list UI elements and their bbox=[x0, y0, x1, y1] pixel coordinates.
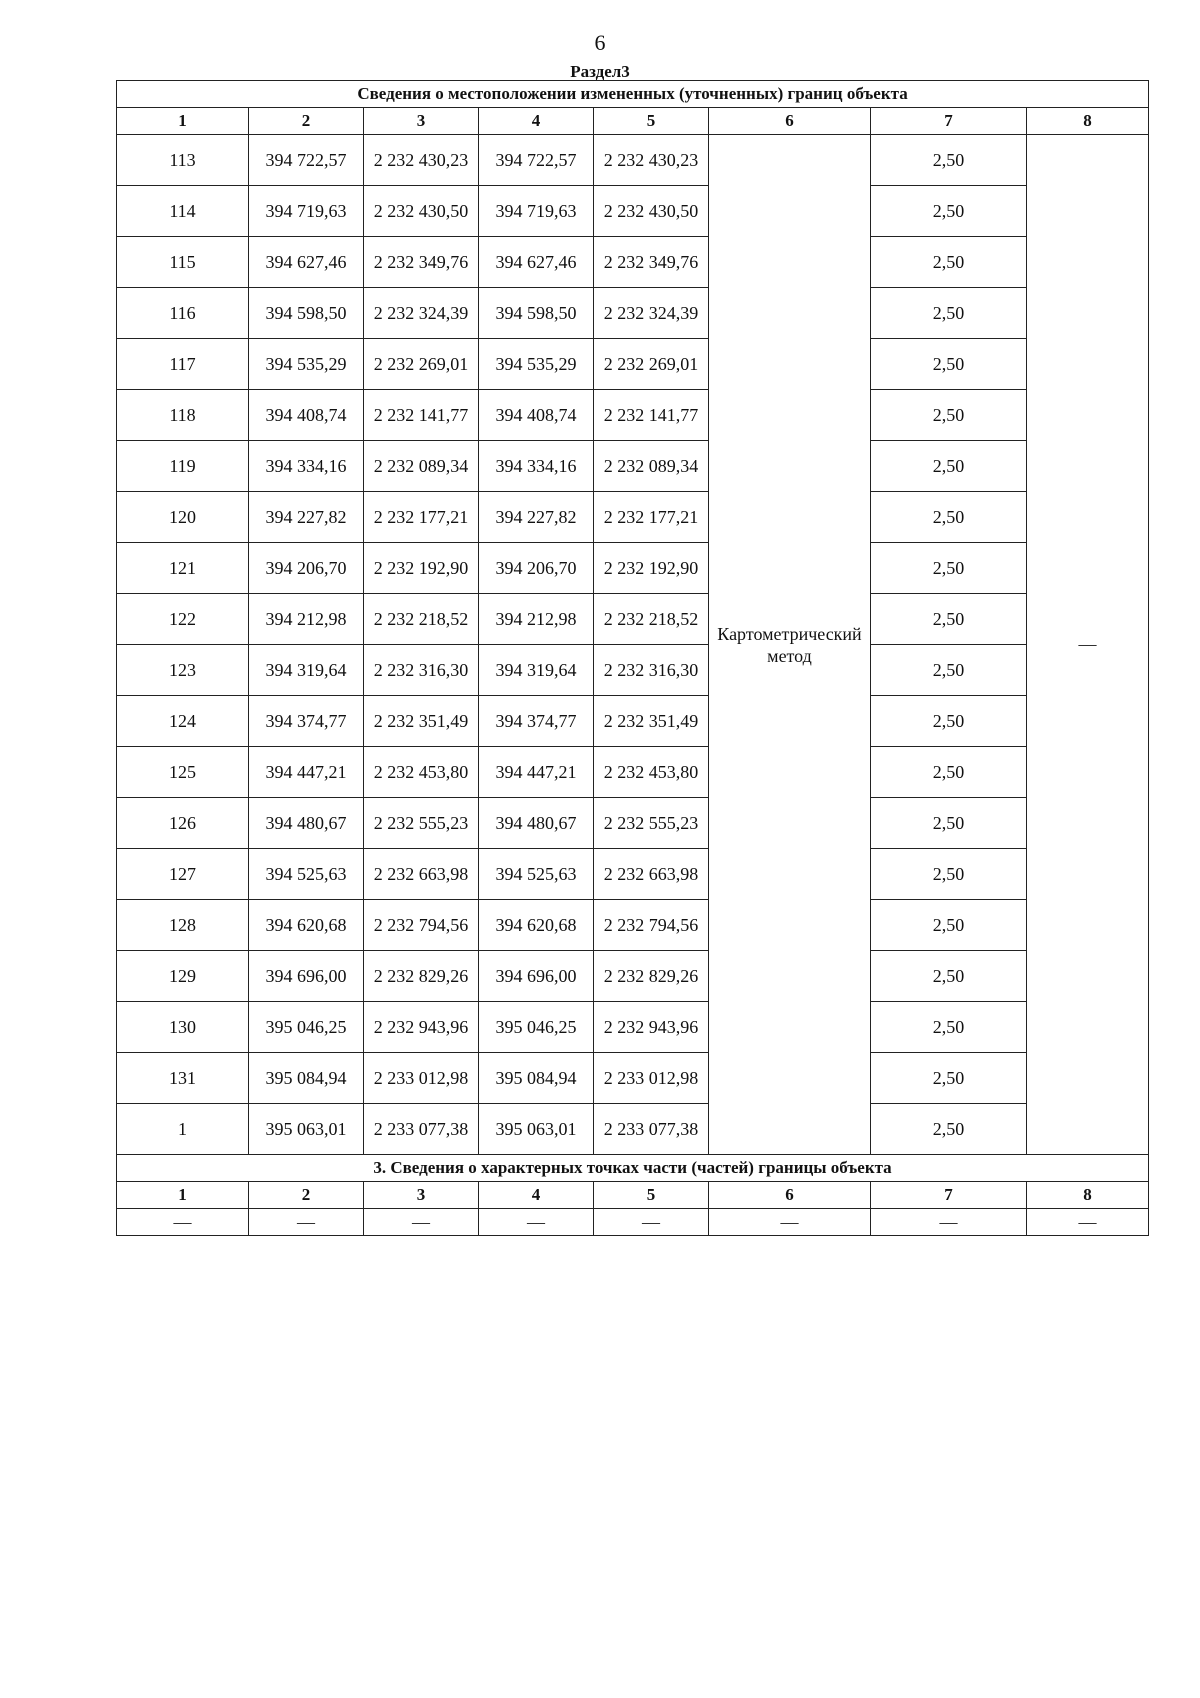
table-cell-col1: 116 bbox=[117, 288, 249, 339]
table-cell-col4: 394 319,64 bbox=[479, 645, 594, 696]
column-header-7: 7 bbox=[871, 1182, 1027, 1209]
table-cell-col2: 395 063,01 bbox=[249, 1104, 364, 1155]
table-cell-col5: 2 232 269,01 bbox=[594, 339, 709, 390]
table-cell-col3: 2 232 663,98 bbox=[364, 849, 479, 900]
table-cell-col2: 394 535,29 bbox=[249, 339, 364, 390]
column-header-4: 4 bbox=[479, 108, 594, 135]
table-cell-col7: 2,50 bbox=[871, 390, 1027, 441]
table-cell-col2: 394 480,67 bbox=[249, 798, 364, 849]
table-cell-col3: 2 232 218,52 bbox=[364, 594, 479, 645]
table-cell-col4: 394 212,98 bbox=[479, 594, 594, 645]
table-cell-col1: 123 bbox=[117, 645, 249, 696]
table-cell-col4: 394 525,63 bbox=[479, 849, 594, 900]
table-cell-col5: 2 232 430,50 bbox=[594, 186, 709, 237]
table1-title: Сведения о местоположении измененных (уточненных) границ объекта bbox=[117, 81, 1149, 108]
table-cell-col3: 2 233 077,38 bbox=[364, 1104, 479, 1155]
table-row bbox=[117, 747, 1149, 798]
table-cell-col5: 2 232 351,49 bbox=[594, 696, 709, 747]
table-cell-col3: 2 232 269,01 bbox=[364, 339, 479, 390]
table-cell-col1: 117 bbox=[117, 339, 249, 390]
table-cell-col2: 394 722,57 bbox=[249, 135, 364, 186]
table-cell-col4: 394 227,82 bbox=[479, 492, 594, 543]
table-cell-col1: 115 bbox=[117, 237, 249, 288]
table-row bbox=[117, 1104, 1149, 1155]
table-cell-col3: 2 232 324,39 bbox=[364, 288, 479, 339]
table-cell-col1: 114 bbox=[117, 186, 249, 237]
table-cell-col5: 2 232 349,76 bbox=[594, 237, 709, 288]
table-cell-col4: 394 696,00 bbox=[479, 951, 594, 1002]
table-cell-col5: 2 232 316,30 bbox=[594, 645, 709, 696]
column-header-5: 5 bbox=[594, 1182, 709, 1209]
table-cell-col1: 126 bbox=[117, 798, 249, 849]
section-title: Раздел3 bbox=[570, 62, 630, 81]
table-cell-col7: 2,50 bbox=[871, 594, 1027, 645]
table-cell-col3: 2 232 141,77 bbox=[364, 390, 479, 441]
table-cell-col1: 113 bbox=[117, 135, 249, 186]
column-header-8: 8 bbox=[1027, 1182, 1149, 1209]
table-row bbox=[117, 594, 1149, 645]
table-cell-col3: 2 232 555,23 bbox=[364, 798, 479, 849]
table-cell-col1: 128 bbox=[117, 900, 249, 951]
table-cell-col7: 2,50 bbox=[871, 288, 1027, 339]
table-cell-col4: 394 535,29 bbox=[479, 339, 594, 390]
table-cell-col4: 394 620,68 bbox=[479, 900, 594, 951]
table-cell-col1: 119 bbox=[117, 441, 249, 492]
method-cell: Картометрический метод bbox=[709, 135, 871, 1155]
table-cell-col7: 2,50 bbox=[871, 339, 1027, 390]
table-row bbox=[117, 900, 1149, 951]
table-cell-col5: 2 232 663,98 bbox=[594, 849, 709, 900]
table-body bbox=[117, 81, 1149, 1236]
table-cell-col7: 2,50 bbox=[871, 849, 1027, 900]
table-cell-col7: 2,50 bbox=[871, 747, 1027, 798]
table-cell-col2: 394 627,46 bbox=[249, 237, 364, 288]
table-cell-col2: 394 212,98 bbox=[249, 594, 364, 645]
table-cell-col1: 129 bbox=[117, 951, 249, 1002]
table-cell-col2: 394 620,68 bbox=[249, 900, 364, 951]
column-header-5: 5 bbox=[594, 108, 709, 135]
table-cell-col2: 394 374,77 bbox=[249, 696, 364, 747]
table-cell-col1: 120 bbox=[117, 492, 249, 543]
column-header-3: 3 bbox=[364, 1182, 479, 1209]
col8-cell: — bbox=[1027, 135, 1149, 1155]
table-cell-col7: 2,50 bbox=[871, 696, 1027, 747]
table-row bbox=[117, 696, 1149, 747]
table-cell-col7: 2,50 bbox=[871, 492, 1027, 543]
table-cell-col2: 394 719,63 bbox=[249, 186, 364, 237]
table-cell-col3: 2 232 316,30 bbox=[364, 645, 479, 696]
boundary-table bbox=[116, 80, 1149, 1236]
table-cell-col3: 2 232 943,96 bbox=[364, 1002, 479, 1053]
table2-header-row bbox=[117, 1182, 1149, 1209]
table-cell-col3: 2 232 430,23 bbox=[364, 135, 479, 186]
table-cell-col7: 2,50 bbox=[871, 186, 1027, 237]
table-cell-col3: 2 233 012,98 bbox=[364, 1053, 479, 1104]
table-row bbox=[117, 339, 1149, 390]
table-cell-col1: 122 bbox=[117, 594, 249, 645]
table-cell-col3: 2 232 192,90 bbox=[364, 543, 479, 594]
column-header-6: 6 bbox=[709, 1182, 871, 1209]
table-cell-col5: 2 233 077,38 bbox=[594, 1104, 709, 1155]
table-cell-col4: 394 627,46 bbox=[479, 237, 594, 288]
dash-cell: — bbox=[364, 1209, 479, 1236]
table-row bbox=[117, 135, 1149, 186]
table-cell-col5: 2 232 218,52 bbox=[594, 594, 709, 645]
table-cell-col4: 395 063,01 bbox=[479, 1104, 594, 1155]
table-cell-col1: 131 bbox=[117, 1053, 249, 1104]
dash-cell: — bbox=[871, 1209, 1027, 1236]
table-cell-col2: 394 206,70 bbox=[249, 543, 364, 594]
table-cell-col3: 2 232 430,50 bbox=[364, 186, 479, 237]
column-header-2: 2 bbox=[249, 108, 364, 135]
table-cell-col1: 125 bbox=[117, 747, 249, 798]
column-header-2: 2 bbox=[249, 1182, 364, 1209]
table-cell-col4: 394 206,70 bbox=[479, 543, 594, 594]
column-header-4: 4 bbox=[479, 1182, 594, 1209]
table-cell-col3: 2 232 177,21 bbox=[364, 492, 479, 543]
table-cell-col1: 118 bbox=[117, 390, 249, 441]
table-cell-col3: 2 232 829,26 bbox=[364, 951, 479, 1002]
table-cell-col5: 2 232 192,90 bbox=[594, 543, 709, 594]
table-cell-col2: 394 334,16 bbox=[249, 441, 364, 492]
table-row bbox=[117, 237, 1149, 288]
table-cell-col2: 394 447,21 bbox=[249, 747, 364, 798]
dash-cell: — bbox=[117, 1209, 249, 1236]
table-cell-col1: 130 bbox=[117, 1002, 249, 1053]
table-cell-col5: 2 232 141,77 bbox=[594, 390, 709, 441]
table-cell-col2: 394 227,82 bbox=[249, 492, 364, 543]
table-row bbox=[117, 645, 1149, 696]
table-cell-col4: 394 408,74 bbox=[479, 390, 594, 441]
table2-title: 3. Сведения о характерных точках части (частей) границы объекта bbox=[117, 1155, 1149, 1182]
table-cell-col4: 394 374,77 bbox=[479, 696, 594, 747]
table-cell-col2: 395 046,25 bbox=[249, 1002, 364, 1053]
table-cell-col7: 2,50 bbox=[871, 441, 1027, 492]
table-cell-col7: 2,50 bbox=[871, 951, 1027, 1002]
table-row bbox=[117, 186, 1149, 237]
table-row bbox=[117, 492, 1149, 543]
table-cell-col5: 2 232 089,34 bbox=[594, 441, 709, 492]
table-row bbox=[117, 288, 1149, 339]
table-cell-col7: 2,50 bbox=[871, 1002, 1027, 1053]
table-cell-col2: 394 525,63 bbox=[249, 849, 364, 900]
table-cell-col5: 2 232 794,56 bbox=[594, 900, 709, 951]
table-cell-col1: 1 bbox=[117, 1104, 249, 1155]
table-cell-col7: 2,50 bbox=[871, 645, 1027, 696]
table-cell-col4: 394 722,57 bbox=[479, 135, 594, 186]
table-row bbox=[117, 390, 1149, 441]
table-cell-col4: 395 084,94 bbox=[479, 1053, 594, 1104]
column-header-1: 1 bbox=[117, 1182, 249, 1209]
table-cell-col5: 2 232 555,23 bbox=[594, 798, 709, 849]
dash-cell: — bbox=[594, 1209, 709, 1236]
table-cell-col5: 2 233 012,98 bbox=[594, 1053, 709, 1104]
table-cell-col7: 2,50 bbox=[871, 237, 1027, 288]
table-cell-col7: 2,50 bbox=[871, 543, 1027, 594]
table-cell-col7: 2,50 bbox=[871, 798, 1027, 849]
table-cell-col7: 2,50 bbox=[871, 1104, 1027, 1155]
table-row bbox=[117, 1002, 1149, 1053]
table-cell-col4: 394 447,21 bbox=[479, 747, 594, 798]
table-cell-col4: 394 598,50 bbox=[479, 288, 594, 339]
table-cell-col5: 2 232 453,80 bbox=[594, 747, 709, 798]
column-header-8: 8 bbox=[1027, 108, 1149, 135]
dash-cell: — bbox=[1027, 1209, 1149, 1236]
table-cell-col5: 2 232 943,96 bbox=[594, 1002, 709, 1053]
table2-title-row bbox=[117, 1155, 1149, 1182]
table-row bbox=[117, 543, 1149, 594]
table-cell-col1: 121 bbox=[117, 543, 249, 594]
table-row bbox=[117, 951, 1149, 1002]
table-cell-col2: 395 084,94 bbox=[249, 1053, 364, 1104]
table-cell-col4: 394 334,16 bbox=[479, 441, 594, 492]
table-cell-col5: 2 232 177,21 bbox=[594, 492, 709, 543]
table-cell-col2: 394 319,64 bbox=[249, 645, 364, 696]
table-cell-col7: 2,50 bbox=[871, 1053, 1027, 1104]
table-cell-col7: 2,50 bbox=[871, 900, 1027, 951]
table1-header-row bbox=[117, 108, 1149, 135]
column-header-1: 1 bbox=[117, 108, 249, 135]
table2-empty-row bbox=[117, 1209, 1149, 1236]
table-cell-col5: 2 232 829,26 bbox=[594, 951, 709, 1002]
table-cell-col3: 2 232 453,80 bbox=[364, 747, 479, 798]
table-row bbox=[117, 1053, 1149, 1104]
table-row bbox=[117, 849, 1149, 900]
table-cell-col2: 394 696,00 bbox=[249, 951, 364, 1002]
table-cell-col2: 394 408,74 bbox=[249, 390, 364, 441]
table-cell-col3: 2 232 351,49 bbox=[364, 696, 479, 747]
dash-cell: — bbox=[479, 1209, 594, 1236]
table-cell-col4: 395 046,25 bbox=[479, 1002, 594, 1053]
table-row bbox=[117, 441, 1149, 492]
table-cell-col4: 394 719,63 bbox=[479, 186, 594, 237]
column-header-7: 7 bbox=[871, 108, 1027, 135]
table-cell-col1: 127 bbox=[117, 849, 249, 900]
table1-title-row bbox=[117, 81, 1149, 108]
table-cell-col5: 2 232 324,39 bbox=[594, 288, 709, 339]
page-number: 6 bbox=[594, 30, 606, 55]
table-cell-col5: 2 232 430,23 bbox=[594, 135, 709, 186]
table-cell-col1: 124 bbox=[117, 696, 249, 747]
dash-cell: — bbox=[709, 1209, 871, 1236]
table-cell-col3: 2 232 794,56 bbox=[364, 900, 479, 951]
column-header-3: 3 bbox=[364, 108, 479, 135]
table-cell-col4: 394 480,67 bbox=[479, 798, 594, 849]
column-header-6: 6 bbox=[709, 108, 871, 135]
table-cell-col2: 394 598,50 bbox=[249, 288, 364, 339]
table-cell-col7: 2,50 bbox=[871, 135, 1027, 186]
table-row bbox=[117, 798, 1149, 849]
table-cell-col3: 2 232 349,76 bbox=[364, 237, 479, 288]
dash-cell: — bbox=[249, 1209, 364, 1236]
table-cell-col3: 2 232 089,34 bbox=[364, 441, 479, 492]
